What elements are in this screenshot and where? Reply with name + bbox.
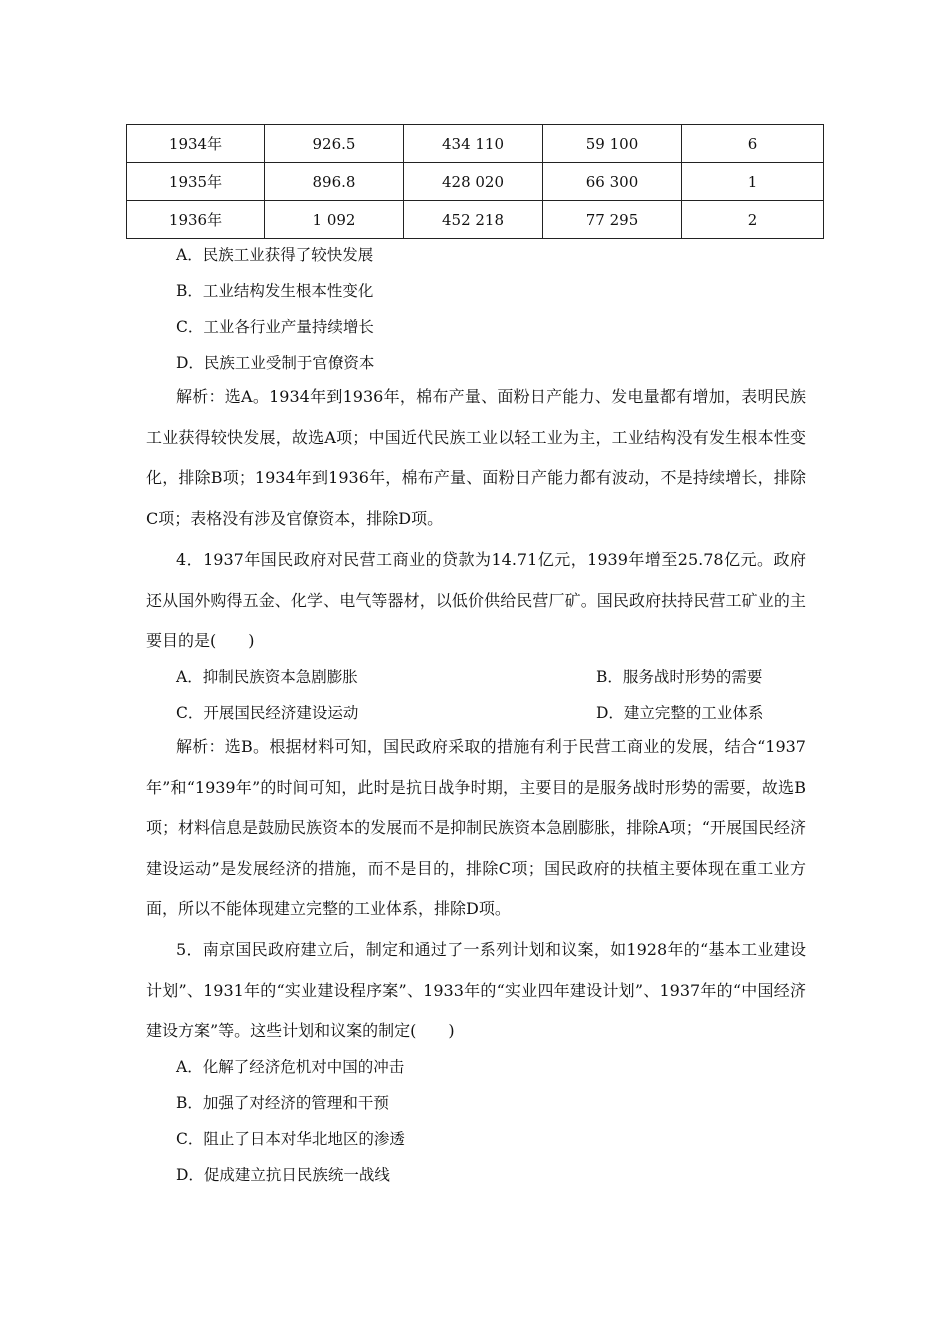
q3-option-d: D．民族工业受制于官僚资本 (176, 354, 375, 372)
q3-option-c: C．工业各行业产量持续增长 (176, 318, 374, 336)
table-cell: 6 (682, 125, 824, 163)
table-row (127, 125, 824, 163)
table-row (127, 201, 824, 239)
table-cell: 1 092 (265, 201, 404, 239)
q5-question: 5．南京国民政府建立后，制定和通过了一系列计划和议案，如1928年的“基本工业建设计划”、1931年的“实业建设程序案”、1933年的“实业四年建设计划”、1937年的“中国经济建设方案”等。这些计划和议案的制定( ) (146, 940, 806, 1041)
q5-option-d: D．促成建立抗日民族统一战线 (176, 1166, 390, 1184)
q3-option-b: B．工业结构发生根本性变化 (176, 282, 374, 300)
table-row (127, 163, 824, 201)
q4-analysis: 解析：选B。根据材料可知，国民政府采取的措施有利于民营工商业的发展，结合“1937年”和“1939年”的时间可知，此时是抗日战争时期，主要目的是服务战时形势的需要，故选B项；材料信息是鼓励民族资本的发展而不是抑制民族资本急剧膨胀，排除A项；“开展国民经济建设运动”是发展经济的措施，而不是目的，排除C项；国民政府的扶植主要体现在重工业方面，所以不能体现建立完整的工业体系，排除D项。 (146, 737, 806, 919)
table-cell: 2 (682, 201, 824, 239)
table-cell: 428 020 (404, 163, 543, 201)
q4-question: 4．1937年国民政府对民营工商业的贷款为14.71亿元，1939年增至25.78亿元。政府还从国外购得五金、化学、电气等器材，以低价供给民营厂矿。国民政府扶持民营工矿业的主要目的是( ) (146, 550, 806, 651)
table-cell: 77 295 (543, 201, 682, 239)
table-cell: 434 110 (404, 125, 543, 163)
table-cell: 926.5 (265, 125, 404, 163)
industry-data-table (126, 124, 824, 239)
q3-option-a: A．民族工业获得了较快发展 (176, 246, 374, 264)
table-cell: 452 218 (404, 201, 543, 239)
q5-option-c: C．阻止了日本对华北地区的渗透 (176, 1130, 405, 1148)
table-cell: 1936年 (127, 201, 265, 239)
q3-analysis: 解析：选A。1934年到1936年，棉布产量、面粉日产能力、发电量都有增加，表明民族工业获得较快发展，故选A项；中国近代民族工业以轻工业为主，工业结构没有发生根本性变化，排除B项；1934年到1936年，棉布产量、面粉日产能力都有波动，不是持续增长，排除C项；表格没有涉及官僚资本，排除D项。 (146, 387, 806, 528)
q5-option-b: B．加强了对经济的管理和干预 (176, 1094, 389, 1112)
table-cell: 1 (682, 163, 824, 201)
table-cell: 1935年 (127, 163, 265, 201)
table-cell: 896.8 (265, 163, 404, 201)
q4-option-a: A．抑制民族资本急剧膨胀 (176, 668, 358, 686)
q5-option-a: A．化解了经济危机对中国的冲击 (176, 1058, 405, 1076)
q4-option-c: C．开展国民经济建设运动 (176, 704, 359, 722)
table-cell: 59 100 (543, 125, 682, 163)
q4-option-b: B．服务战时形势的需要 (596, 668, 763, 686)
q4-option-d: D．建立完整的工业体系 (596, 704, 764, 722)
table-cell: 66 300 (543, 163, 682, 201)
table-cell: 1934年 (127, 125, 265, 163)
